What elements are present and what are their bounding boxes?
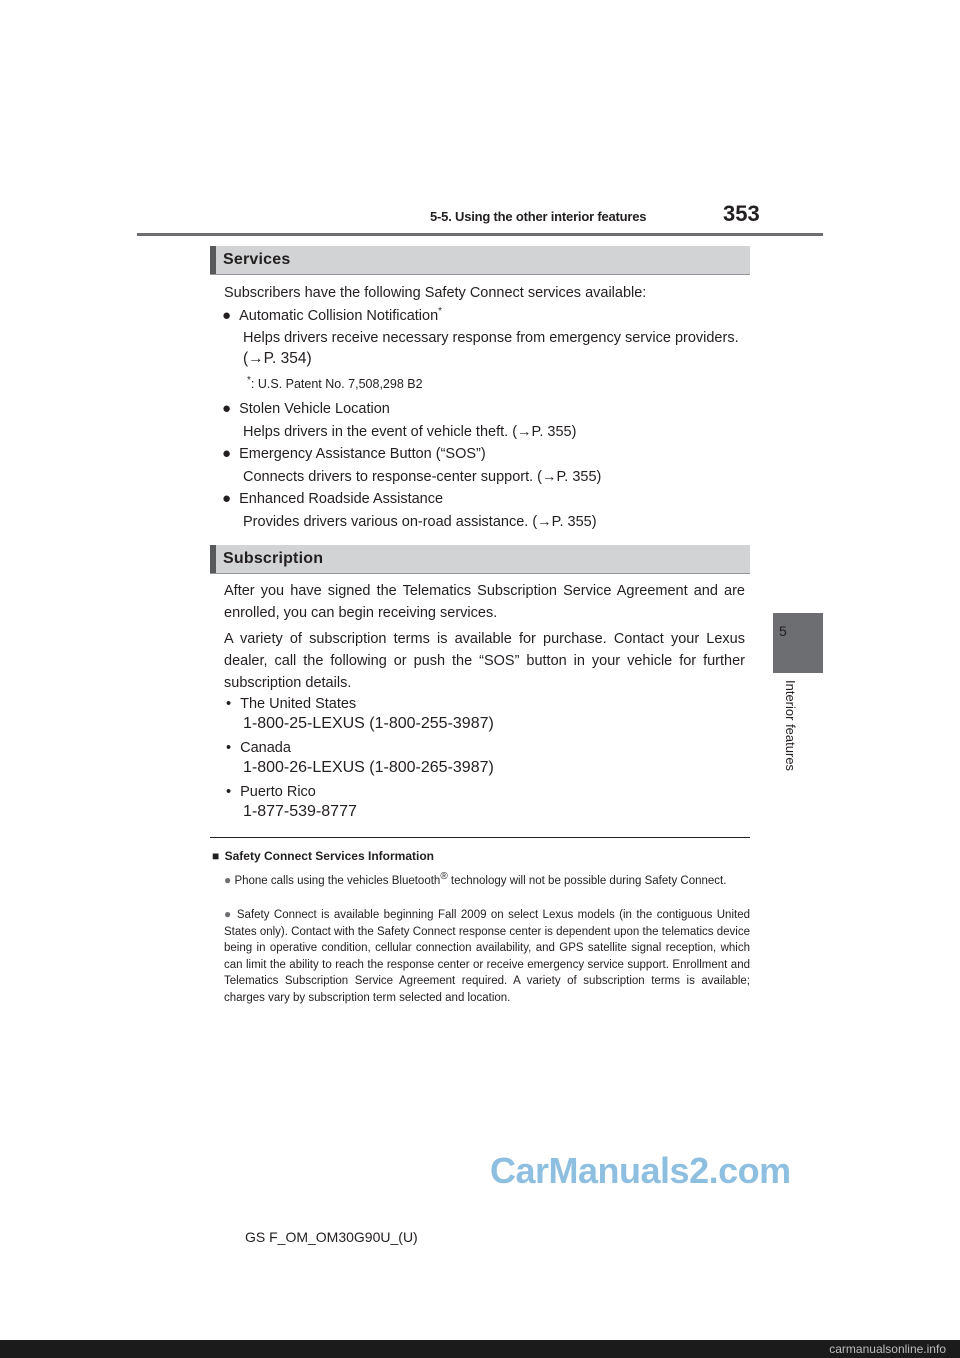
contact-region: • Canada xyxy=(226,740,291,756)
service-title: Emergency Assistance Button (“SOS”) xyxy=(239,446,486,462)
service-desc: Helps drivers in the event of vehicle theft. (→P. 355) xyxy=(243,424,577,440)
contact-phone: 1-800-25-LEXUS (1-800-255-3987) xyxy=(243,715,494,732)
header-rule xyxy=(137,233,823,236)
contact-region: • The United States xyxy=(226,696,357,712)
section-divider xyxy=(210,837,750,838)
heading-marker xyxy=(210,246,216,274)
footnote-mark: * xyxy=(438,306,443,317)
info-item: ● Safety Connect is available beginning Fall 2009 on select Lexus models (in the contiguous United States only). Contact with the Safety Connect response center is dependent upon the telematics device being in operative condition, cellular connection availability, and GPS satellite signal reception, which can limit the ability to reach the response center or receive emergency service support. Enrollment and Telematics Subscription Service Agreement required. A variety of subscription terms is available; charges vary by subscription term selected and location. xyxy=(224,907,750,1004)
info-title: ■ Safety Connect Services Information xyxy=(212,849,434,863)
bullet-icon: ● xyxy=(222,490,232,507)
footnote-text: : U.S. Patent No. 7,508,298 B2 xyxy=(250,377,423,392)
chapter-number: 5 xyxy=(779,623,787,639)
service-title: Automatic Collision Notification xyxy=(239,307,439,324)
bullet-icon: ● xyxy=(222,445,232,462)
chapter-label: Interior features xyxy=(783,680,798,772)
services-intro: Subscribers have the following Safety Connect services available: xyxy=(224,285,647,301)
contact-phone: 1-877-539-8777 xyxy=(243,803,357,820)
heading-marker xyxy=(210,545,216,573)
list-item xyxy=(222,400,390,417)
info-item: ● Phone calls using the vehicles Bluetooth® technology will not be possible during Safety Connect. xyxy=(224,871,727,887)
list-item xyxy=(222,490,443,507)
square-bullet-icon: ■ xyxy=(212,849,220,863)
service-title: Stolen Vehicle Location xyxy=(239,401,390,417)
footnote-mark: * xyxy=(247,375,251,386)
service-desc: Provides drivers various on-road assistance. (→P. 355) xyxy=(243,514,597,530)
services-heading: Services xyxy=(223,251,291,268)
services-heading-bar xyxy=(210,246,750,275)
page-number: 353 xyxy=(723,201,760,226)
footer-bar xyxy=(0,1340,960,1358)
service-desc: Helps drivers receive necessary response from emergency service providers. xyxy=(243,330,739,346)
service-ref: (→P. 354) xyxy=(243,350,312,367)
document-code: GS F_OM_OM30G90U_(U) xyxy=(245,1229,418,1245)
subscription-para-2: A variety of subscription terms is available for purchase. Contact your Lexus dealer, call the following or push the “SOS” button in your vehicle for further subscription details. xyxy=(224,631,745,691)
running-header-section: 5-5. Using the other interior features xyxy=(430,209,647,224)
service-desc: Connects drivers to response-center support. (→P. 355) xyxy=(243,469,602,485)
subscription-para-1: After you have signed the Telematics Subscription Service Agreement and are enrolled, you can begin receiving services. xyxy=(224,583,745,621)
list-item xyxy=(222,306,442,324)
list-item xyxy=(222,445,486,462)
bullet-icon: ● xyxy=(222,306,232,324)
bullet-icon: ● xyxy=(222,400,232,417)
subscription-heading: Subscription xyxy=(223,550,324,567)
service-title: Enhanced Roadside Assistance xyxy=(239,491,444,507)
dot-bullet-icon: • xyxy=(226,696,232,712)
bullet-icon: ● xyxy=(224,872,232,887)
chapter-tab xyxy=(773,613,823,673)
bullet-icon: ● xyxy=(224,907,233,921)
contact-region: • Puerto Rico xyxy=(226,784,316,800)
contact-phone: 1-800-26-LEXUS (1-800-265-3987) xyxy=(243,759,494,776)
dot-bullet-icon: • xyxy=(226,784,232,800)
dot-bullet-icon: • xyxy=(226,740,232,756)
footnote xyxy=(247,375,423,391)
watermark-logo: CarManuals2.com xyxy=(490,1150,791,1191)
subscription-heading-bar xyxy=(210,545,750,574)
footer-site: carmanualsonline.info xyxy=(829,1342,946,1356)
